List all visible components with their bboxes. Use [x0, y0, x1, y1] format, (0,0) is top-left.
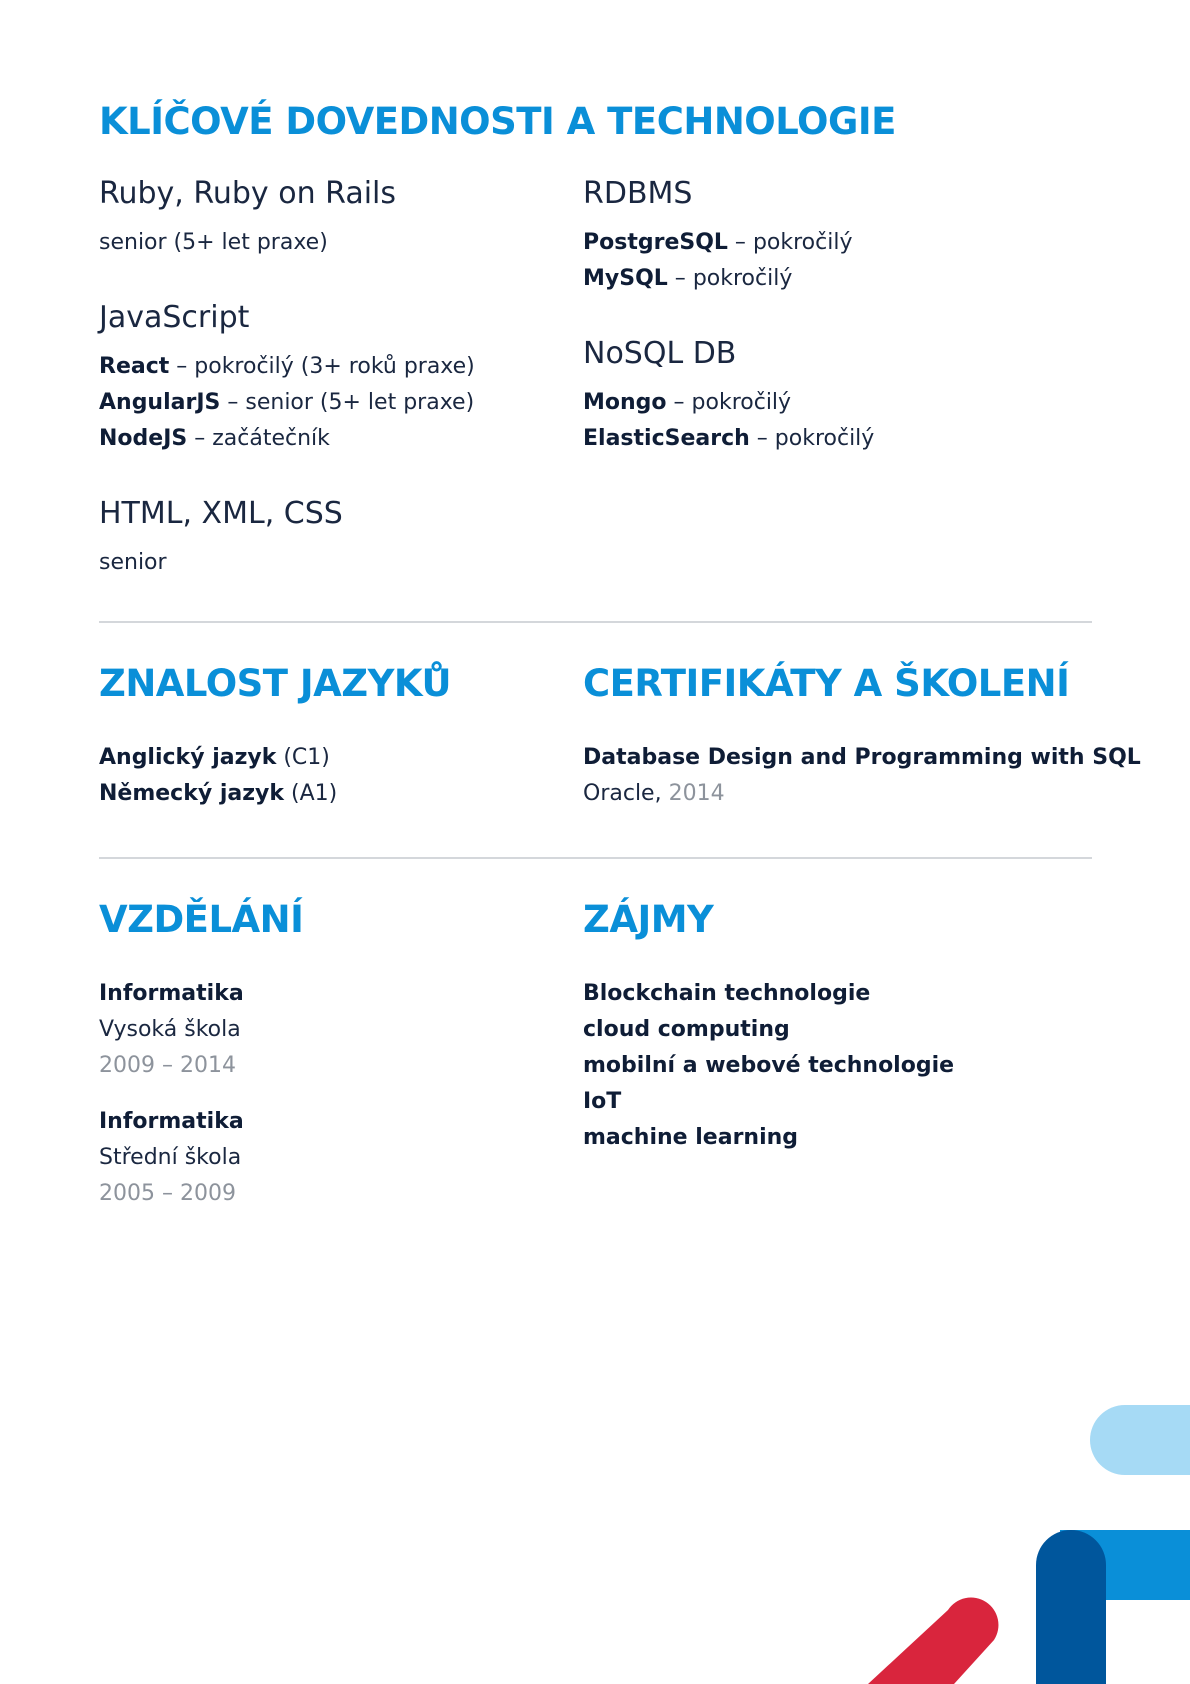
deco-white-notch: [1106, 1600, 1190, 1684]
skill-level: pokročilý: [691, 390, 792, 415]
skill-name: React: [99, 354, 170, 379]
skill-level: pokročilý: [752, 230, 853, 255]
education-years: 2005 – 2009: [99, 1181, 236, 1206]
interest-label: IoT: [583, 1089, 622, 1114]
language-name: Anglický jazyk: [99, 745, 277, 770]
skill-separator: –: [220, 390, 246, 415]
education-heading: VZDĚLÁNÍ: [99, 898, 304, 941]
interest-label: machine learning: [583, 1125, 799, 1150]
deco-light-blue-pill: [1090, 1405, 1190, 1475]
education-field-name: Informatika: [99, 981, 244, 1006]
interest-label: cloud computing: [583, 1017, 790, 1042]
skill-name: NodeJS: [99, 426, 188, 451]
education-school: Vysoká škola: [99, 1017, 241, 1042]
skill-level: pokročilý: [692, 266, 793, 291]
skill-group-title: JavaScript: [99, 300, 250, 335]
skill-group-title: RDBMS: [583, 176, 693, 211]
interest-label: mobilní a webové technologie: [583, 1053, 955, 1078]
skill-name: ElasticSearch: [583, 426, 750, 451]
skill-separator: –: [727, 230, 753, 255]
skill-separator: –: [667, 266, 693, 291]
education-years: 2009 – 2014: [99, 1053, 236, 1078]
skill-name: PostgreSQL: [583, 230, 728, 255]
languages-heading: ZNALOST JAZYKŮ: [99, 662, 451, 705]
interests-heading: ZÁJMY: [583, 898, 714, 941]
interest-label: Blockchain technologie: [583, 981, 871, 1006]
skill-level: začátečník: [212, 426, 330, 451]
skill-separator: –: [187, 426, 213, 451]
certificate-year: 2014: [668, 781, 725, 806]
certificates-heading: CERTIFIKÁTY A ŠKOLENÍ: [583, 662, 1070, 705]
skill-name: AngularJS: [99, 390, 221, 415]
deco-red-stroke: [868, 1598, 998, 1684]
skill-level: senior (5+ let praxe): [99, 230, 328, 255]
skill-group-title: HTML, XML, CSS: [99, 496, 343, 531]
language-name: Německý jazyk: [99, 781, 285, 806]
skill-level: senior: [99, 550, 167, 575]
skill-separator: –: [749, 426, 775, 451]
certificate-issuer: Oracle,: [583, 781, 669, 806]
skill-group-title: Ruby, Ruby on Rails: [99, 176, 396, 211]
skill-name: Mongo: [583, 390, 667, 415]
skill-separator: –: [666, 390, 692, 415]
language-level: (C1): [276, 745, 330, 770]
certificate-title: Database Design and Programming with SQL: [583, 745, 1141, 770]
skills-heading: KLÍČOVÉ DOVEDNOSTI A TECHNOLOGIE: [99, 100, 896, 143]
skill-level: senior (5+ let praxe): [245, 390, 475, 415]
education-field-name: Informatika: [99, 1109, 244, 1134]
skill-name: MySQL: [583, 266, 668, 291]
deco-dark-blue-pillar: [1036, 1530, 1106, 1684]
education-school: Střední škola: [99, 1145, 242, 1170]
skill-level: pokročilý: [774, 426, 875, 451]
skill-separator: –: [169, 354, 195, 379]
skill-group-title: NoSQL DB: [583, 336, 737, 371]
skill-level: pokročilý (3+ roků praxe): [194, 354, 475, 379]
language-level: (A1): [284, 781, 338, 806]
